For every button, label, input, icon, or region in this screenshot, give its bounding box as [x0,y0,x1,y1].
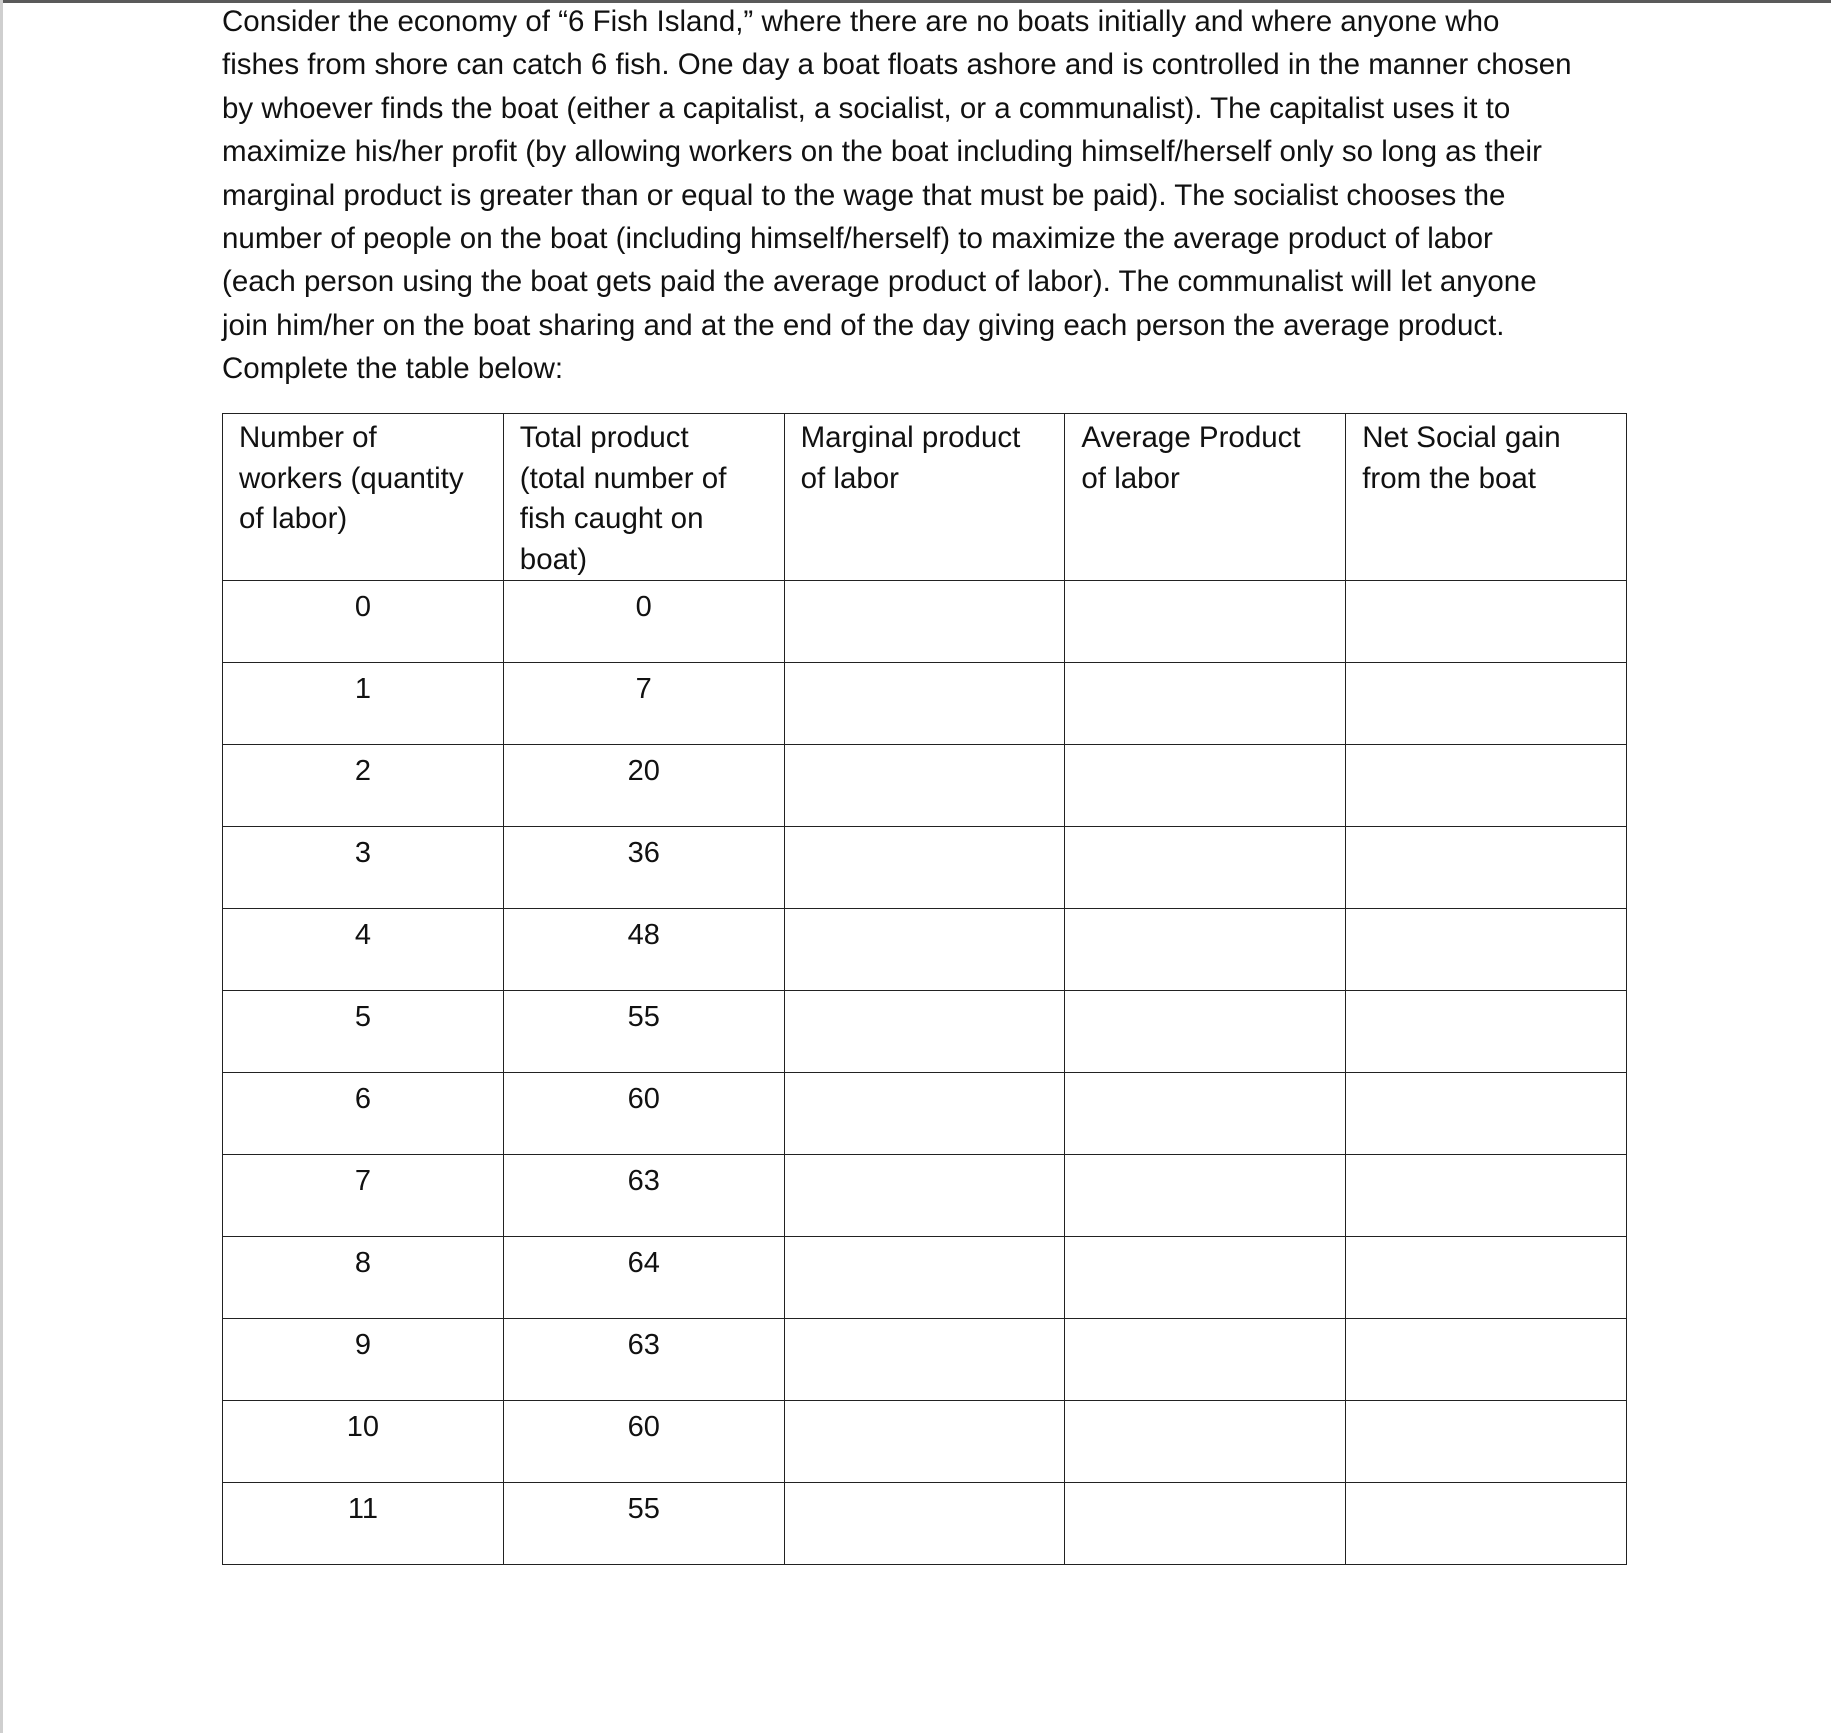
statement-line: fishes from shore can catch 6 fish. One day a boat floats ashore and is controlled in the manner chosen [222,48,1572,82]
table-row [223,1073,1627,1155]
marginal-product-cell [784,1319,1065,1401]
total-product-cell: 36 [503,827,784,909]
total-product-cell: 48 [503,909,784,991]
net-social-gain-cell [1346,827,1627,909]
table-row [223,581,1627,663]
total-product-column-header [503,414,784,581]
workers-cell: 5 [223,991,504,1073]
net-social-gain-cell [1346,1237,1627,1319]
header-text-line: fish caught on [519,502,704,535]
workers-cell: 9 [223,1319,504,1401]
table-row [223,991,1627,1073]
average-product-column-header [1065,414,1346,581]
workers-cell: 2 [223,745,504,827]
marginal-product-cell [784,1401,1065,1483]
workers-cell: 3 [223,827,504,909]
table-row [223,745,1627,827]
marginal-product-cell [784,909,1065,991]
statement-line: by whoever finds the boat (either a capitalist, a socialist, or a communalist). The capitalist uses it to [222,91,1511,125]
total-product-cell: 55 [503,991,784,1073]
average-product-cell [1065,663,1346,745]
table-row [223,663,1627,745]
marginal-product-cell [784,1073,1065,1155]
header-text-line: Marginal product [800,421,1021,454]
total-product-cell: 63 [503,1319,784,1401]
workers-cell: 1 [223,663,504,745]
net-social-gain-cell [1346,909,1627,991]
total-product-cell: 60 [503,1401,784,1483]
table-row [223,1319,1627,1401]
workers-cell: 0 [223,581,504,663]
header-text-line: Total product [519,421,689,454]
statement-line: Consider the economy of “6 Fish Island,” where there are no boats initially and where anyone who [222,5,1500,38]
marginal-product-cell [784,1155,1065,1237]
workers-cell: 11 [223,1483,504,1565]
header-text-line: Average Product [1081,421,1301,454]
average-product-cell [1065,827,1346,909]
marginal-product-cell [784,991,1065,1073]
total-product-cell: 64 [503,1237,784,1319]
total-product-cell: 0 [503,581,784,663]
average-product-cell [1065,1401,1346,1483]
total-product-cell: 20 [503,745,784,827]
net-social-gain-cell [1346,991,1627,1073]
net-social-gain-column-header [1346,414,1627,581]
workers-cell: 7 [223,1155,504,1237]
statement-line: join him/her on the boat sharing and at the end of the day giving each person the average product. [222,308,1505,342]
statement-line: number of people on the boat (including himself/herself) to maximize the average product of labor [222,222,1493,256]
table-row [223,1155,1627,1237]
table-header-row [223,414,1627,581]
marginal-product-cell [784,663,1065,745]
net-social-gain-cell [1346,1073,1627,1155]
header-text-line: workers (quantity [239,461,464,495]
page-left-edge [0,0,3,1733]
header-text-line: from the boat [1362,461,1537,495]
average-product-cell [1065,909,1346,991]
total-product-cell: 7 [503,663,784,745]
header-text-line: of labor) [239,502,348,535]
marginal-product-cell [784,1483,1065,1565]
statement-line: marginal product is greater than or equal to the wage that must be paid). The socialist chooses the [222,178,1506,212]
problem-statement [222,0,1622,391]
total-product-cell: 63 [503,1155,784,1237]
workers-cell: 4 [223,909,504,991]
marginal-product-column-header [784,414,1065,581]
total-product-cell: 60 [503,1073,784,1155]
net-social-gain-cell [1346,1483,1627,1565]
header-text-line: Net Social gain [1362,421,1561,454]
net-social-gain-cell [1346,581,1627,663]
average-product-cell [1065,745,1346,827]
header-text-line: (total number of [519,461,727,495]
net-social-gain-cell [1346,1155,1627,1237]
average-product-cell [1065,1237,1346,1319]
workers-cell: 10 [223,1401,504,1483]
worksheet-table [222,413,1627,1565]
total-product-cell: 55 [503,1483,784,1565]
average-product-cell [1065,581,1346,663]
table-row [223,1483,1627,1565]
net-social-gain-cell [1346,663,1627,745]
net-social-gain-cell [1346,1401,1627,1483]
table-row [223,909,1627,991]
marginal-product-cell [784,581,1065,663]
header-text-line: of labor [1081,461,1180,495]
average-product-cell [1065,1319,1346,1401]
table-row [223,1237,1627,1319]
statement-line: Complete the table below: [222,352,564,386]
table-row [223,1401,1627,1483]
header-text-line: boat) [519,542,588,576]
statement-line: maximize his/her profit (by allowing workers on the boat including himself/herself only so long as their [222,135,1542,169]
marginal-product-cell [784,827,1065,909]
marginal-product-cell [784,1237,1065,1319]
marginal-product-cell [784,745,1065,827]
average-product-cell [1065,991,1346,1073]
table-row [223,827,1627,909]
statement-line: (each person using the boat gets paid the average product of labor). The communalist will let anyone [222,265,1537,299]
workers-cell: 6 [223,1073,504,1155]
header-text-line: of labor [800,461,899,495]
table-body [223,581,1627,1565]
average-product-cell [1065,1483,1346,1565]
header-text-line: Number of [239,421,377,454]
average-product-cell [1065,1155,1346,1237]
average-product-cell [1065,1073,1346,1155]
workers-cell: 8 [223,1237,504,1319]
net-social-gain-cell [1346,1319,1627,1401]
net-social-gain-cell [1346,745,1627,827]
workers-column-header [223,414,504,581]
